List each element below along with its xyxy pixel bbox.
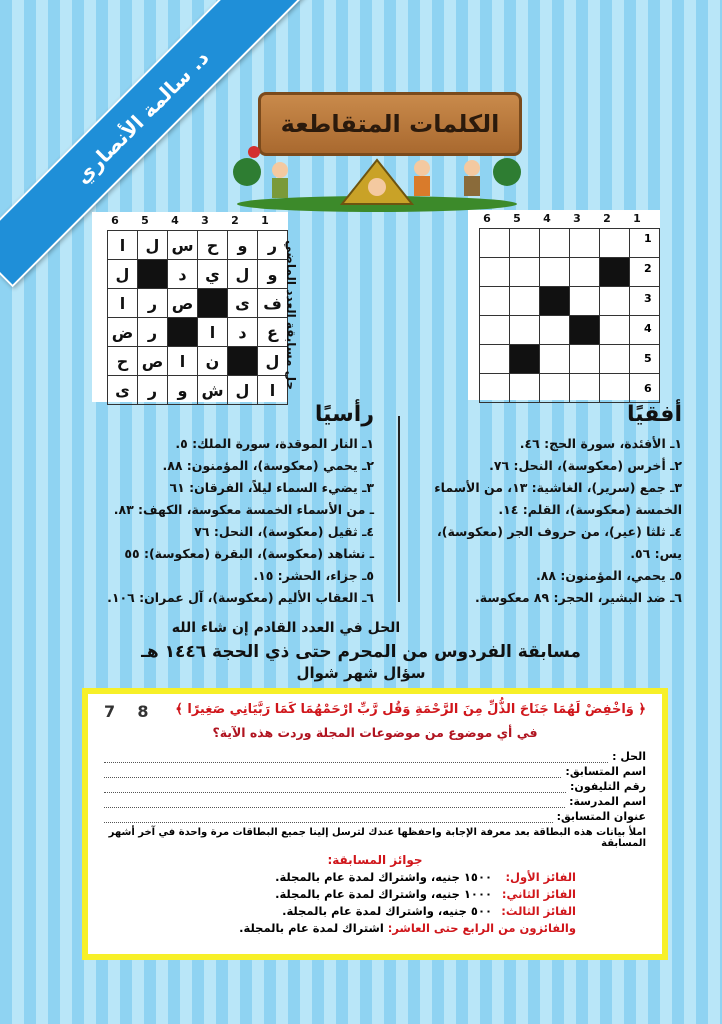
prize-label: الفائز الثالث: (501, 904, 576, 918)
field-line[interactable] (104, 812, 553, 823)
empty-cell (540, 258, 570, 287)
black-cell (600, 258, 630, 287)
down-clue: ـ نشاهد (معكوسة)، البقرة (معكوسة): ٥٥ (124, 546, 374, 561)
empty-cell (540, 229, 570, 258)
prize-row (104, 903, 646, 920)
grid-cell: ى (228, 289, 258, 318)
grid-cell: ر (138, 376, 168, 405)
empty-cell (600, 287, 630, 316)
empty-cell (570, 258, 600, 287)
verse-row (104, 702, 646, 721)
col-number: 3 (201, 214, 209, 227)
row-number: 1 (644, 232, 652, 245)
col-number: 6 (483, 212, 491, 225)
card-question: في أي موضوع من موضوعات المجلة وردت هذه الآية؟ (212, 725, 538, 740)
grid-cell: س (168, 231, 198, 260)
empty-cell (540, 316, 570, 345)
across-clue: ٣ـ جمع (سرير)، الغاشية: ١٣، من الأسماء (434, 480, 682, 495)
empty-cell (510, 287, 540, 316)
grid-cell: د (228, 318, 258, 347)
grid-cell: ش (198, 376, 228, 405)
empty-cell (540, 345, 570, 374)
field-label: الحل : (612, 750, 646, 763)
prize-row (104, 886, 646, 903)
black-cell (168, 318, 198, 347)
grid-cell: ح (198, 231, 228, 260)
empty-cell (510, 229, 540, 258)
grid-cell: ح (108, 347, 138, 376)
row-number: 3 (644, 292, 652, 305)
across-clue: يس: ٥٦. (630, 546, 682, 561)
grid-cell: ر (138, 318, 168, 347)
across-clue: ٥ـ يحمي، المؤمنون: ٨٨. (535, 568, 682, 583)
down-clue: ـ من الأسماء الخمسة معكوسة، الكهف: ٨٣. (113, 502, 374, 517)
across-clue: ٢ـ أخرس (معكوسة)، النحل: ٧٦. (489, 458, 682, 473)
empty-cell (510, 258, 540, 287)
empty-cell (600, 374, 630, 403)
entry-field (104, 793, 646, 808)
black-cell (540, 287, 570, 316)
month-question: سؤال شهر شوال (296, 664, 426, 682)
grid-cell: ل (228, 376, 258, 405)
row-number: 4 (644, 322, 652, 335)
field-line[interactable] (104, 767, 561, 778)
prize-label: الفائز الأول: (505, 870, 576, 884)
field-line[interactable] (104, 782, 566, 793)
grid-cell: و (228, 231, 258, 260)
prize-text: ٥٠٠ جنيه، واشتراك لمدة عام بالمجلة. (282, 904, 492, 918)
next-issue-note: الحل في العدد القادم إن شاء الله (171, 620, 401, 636)
prize-text: اشتراك لمدة عام بالمجلة. (239, 921, 384, 935)
down-clue: ٢ـ يحمي (معكوسة)، المؤمنون: ٨٨. (162, 458, 374, 473)
entry-field (104, 748, 646, 763)
empty-cell (600, 229, 630, 258)
grid-cell: ر (258, 231, 288, 260)
black-cell (570, 316, 600, 345)
field-label: اسم المتسابق: (565, 765, 646, 778)
row-number: 6 (644, 382, 652, 395)
empty-cell (540, 374, 570, 403)
col-number: 6 (111, 214, 119, 227)
empty-cell (480, 345, 510, 374)
down-clue: ٣ـ يضيء السماء ليلاً، الفرقان: ٦١ (169, 480, 374, 495)
black-cell (228, 347, 258, 376)
page-refs: 7 8 (104, 702, 149, 721)
col-number: 3 (573, 212, 581, 225)
black-cell (138, 260, 168, 289)
grid-cell: ى (108, 376, 138, 405)
grid-cell: ا (108, 231, 138, 260)
prize-row (104, 920, 646, 937)
entry-field (104, 763, 646, 778)
grid-cell: ا (258, 376, 288, 405)
entry-field (104, 778, 646, 793)
contest-title: مسابقة الفردوس من المحرم حتى ذي الحجة ١٤٤٦ هـ (141, 642, 581, 662)
field-label: عنوان المتسابق: (556, 810, 646, 823)
empty-cell (480, 287, 510, 316)
across-heading: أفقيًا (626, 402, 682, 427)
across-clue: الخمسة (معكوسة)، القلم: ١٤. (498, 502, 682, 517)
down-clue: ٤ـ ثقيل (معكوسة)، النحل: ٧٦ (194, 524, 374, 539)
across-clues (392, 402, 682, 609)
across-clue: ٤ـ ثلثا (عير)، من حروف الجر (معكوسة)، (437, 524, 682, 539)
grid-cell: د (168, 260, 198, 289)
black-cell (198, 289, 228, 318)
solved-crossword (92, 212, 288, 402)
across-clue: ٦ـ ضد البشير، الحجر: ٨٩ معكوسة. (475, 590, 682, 605)
grid-cell: ض (108, 318, 138, 347)
grid-cell: ف (258, 289, 288, 318)
field-line[interactable] (104, 797, 565, 808)
col-number: 1 (633, 212, 641, 225)
grid-cell: و (168, 376, 198, 405)
row-number: 5 (644, 352, 652, 365)
col-number: 2 (603, 212, 611, 225)
down-clues (84, 402, 374, 609)
grid-cell: و (258, 260, 288, 289)
grid-cell: ع (258, 318, 288, 347)
empty-cell (570, 287, 600, 316)
empty-cell (480, 229, 510, 258)
prize-label: الفائز الثاني: (501, 887, 576, 901)
page-title: الكلمات المتقاطعة (258, 92, 522, 156)
down-clue: ١ـ النار الموقدة، سورة الملك: ٥. (175, 436, 374, 451)
empty-cell (570, 229, 600, 258)
down-heading: رأسيًا (314, 402, 374, 427)
card-instructions: املأ بيانات هذه البطاقة بعد معرفة الإجابة واحفظها عندك لترسل إلينا جميع البطاقات مرة واحدة في آخر أشهر المسابقة (108, 827, 646, 849)
field-label: رقم التليفون: (570, 780, 646, 793)
grid-cell: ل (258, 347, 288, 376)
down-clue: ٥ـ جزاء، الحشر: ١٥. (253, 568, 374, 583)
empty-cell (510, 374, 540, 403)
field-line[interactable] (104, 752, 608, 763)
grid-cell: ل (228, 260, 258, 289)
prize-label: والفائزون من الرابع حتى العاشر: (387, 921, 576, 935)
across-clue: ١ـ الأفئدة، سورة الحج: ٤٦. (519, 436, 682, 451)
empty-cell (480, 258, 510, 287)
prize-text: ١٥٠٠ جنيه، واشتراك لمدة عام بالمجلة. (275, 870, 492, 884)
author-ribbon: د. سالمة الأنصاري (0, 0, 312, 287)
grid-cell: ا (108, 289, 138, 318)
empty-cell (600, 316, 630, 345)
prizes-title: جوائز المسابقة: (327, 853, 423, 867)
row-number: 2 (644, 262, 652, 275)
empty-crossword (468, 210, 660, 400)
col-number: 4 (543, 212, 551, 225)
empty-cell (570, 374, 600, 403)
col-number: 5 (141, 214, 149, 227)
grid-cell: ل (138, 231, 168, 260)
empty-cell (570, 345, 600, 374)
grid-cell: ا (168, 347, 198, 376)
grid-cell: ص (168, 289, 198, 318)
empty-cell (480, 316, 510, 345)
empty-cell (480, 374, 510, 403)
entry-card (82, 688, 668, 960)
quran-verse: ﴿ وَاخْفِضْ لَهُمَا جَنَاحَ الذُّلِّ مِنَ الرَّحْمَةِ وَقُل رَّبِّ ارْحَمْهُمَا كَمَا رَبَّيَانِي صَغِيرًا ﴾ (175, 702, 646, 717)
grid-cell: ي (198, 260, 228, 289)
grid-cell: ا (198, 318, 228, 347)
grid-cell: ر (138, 289, 168, 318)
empty-cell (600, 345, 630, 374)
row-numbers (644, 224, 652, 404)
col-number: 5 (513, 212, 521, 225)
grid-cell: ل (108, 260, 138, 289)
grid-cell: ن (198, 347, 228, 376)
empty-cell (510, 316, 540, 345)
black-cell (510, 345, 540, 374)
col-number: 4 (171, 214, 179, 227)
prize-text: ١٠٠٠ جنيه، واشتراك لمدة عام بالمجلة. (275, 887, 492, 901)
col-number: 2 (231, 214, 239, 227)
prize-row (104, 869, 646, 886)
field-label: اسم المدرسة: (569, 795, 646, 808)
down-clue: ٦ـ العقاب الأليم (معكوسة)، آل عمران: ١٠٦. (107, 590, 374, 605)
grid-cell: ص (138, 347, 168, 376)
solution-label: حل مسابقة العدد الماضي (284, 240, 298, 390)
column-divider (398, 416, 400, 602)
entry-field (104, 808, 646, 823)
camping-illustration (232, 142, 522, 212)
col-number: 1 (261, 214, 269, 227)
